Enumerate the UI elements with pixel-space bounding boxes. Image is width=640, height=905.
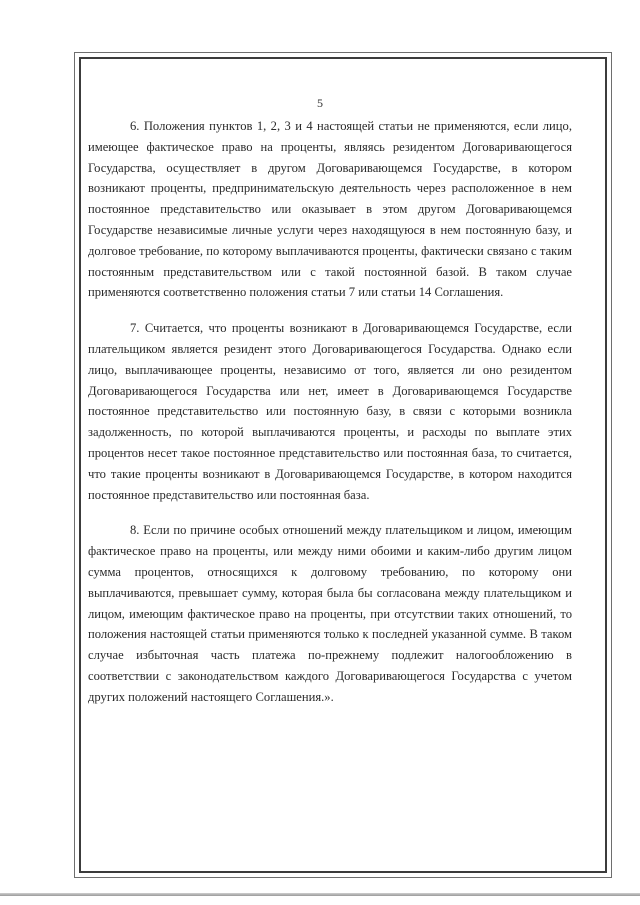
document-body xyxy=(88,116,572,723)
scan-bottom-edge xyxy=(0,893,640,896)
paragraph-8: 8. Если по причине особых отношений между плательщиком и лицом, имеющим фактическое право на проценты, или между ними обоими и каким-либо другим лицом сумма процентов, относящихся к долговому требованию, по которому они выплачиваются, превышает сумму, которая была бы согласована между плательщиком и лицом, имеющим фактическое право на проценты, при отсутствии таких отношений, то положения настоящей статьи применяются только к последней указанной сумме. В таком случае избыточная часть платежа по-прежнему подлежит налогообложению в соответствии с законодательством каждого Договаривающегося Государства с учетом других положений настоящего Соглашения.». xyxy=(88,523,572,704)
page-number: 5 xyxy=(317,96,323,110)
paragraph-6: 6. Положения пунктов 1, 2, 3 и 4 настоящей статьи не применяются, если лицо, имеющее фактическое право на проценты, являясь резидентом Договаривающегося Государства, осуществляет в другом Договаривающемся Государстве, в котором возникают проценты, предпринимательскую деятельность через расположенное в нем постоянное представительство или оказывает в этом другом Договаривающемся Государстве независимые личные услуги через находящуюся в нем постоянную базу, и долговое требование, по которому выплачиваются проценты, фактически связано с таким постоянным представительством или с такой постоянной базой. В таком случае применяются соответственно положения статьи 7 или статьи 14 Соглашения. xyxy=(88,119,572,300)
paragraph-7: 7. Считается, что проценты возникают в Договаривающемся Государстве, если плательщиком является резидент этого Договаривающегося Государства. Однако если лицо, выплачивающее проценты, независимо от того, является ли оно резидентом Договаривающегося Государства или нет, имеет в Договаривающемся Государстве постоянное представительство или постоянную базу, в связи с которыми возникла задолженность, по которой выплачиваются проценты, и расходы по выплате этих процентов несет такое постоянное представительство или постоянная база, то считается, что такие проценты возникают в Договаривающемся Государстве, в котором находится постоянное представительство или постоянная база. xyxy=(88,321,572,502)
